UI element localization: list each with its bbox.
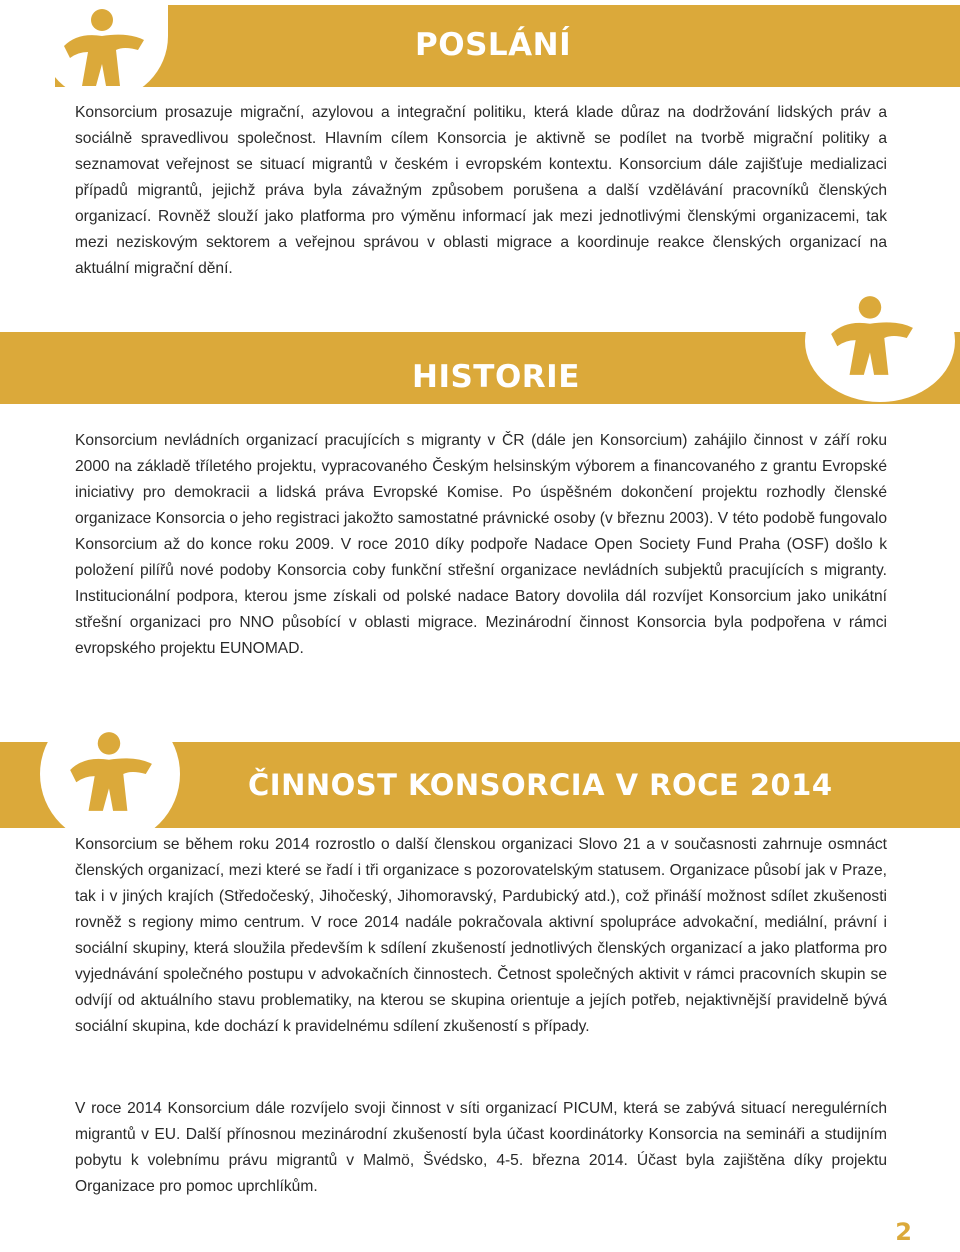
cinnost-logo <box>40 704 180 844</box>
cinnost-paragraph-1: Konsorcium se během roku 2014 rozrostlo o další členskou organizaci Slovo 21 a v současnosti zahrnuje osmnáct členských organizací, mezi které se řadí i tři organizace s pozorovatelským statusem. Organizace působí jak v Praze, tak i v jiných krajích (Středočeský, Jihočeský, Jihomoravský, Pardubický atd.), což přináší možnost sdílet zkušenosti rovněž s regiony mimo centrum. V roce 2014 nadále pokračovala aktivní spolupráce advokační, mediální, právní i sociální skupiny, která sloužila především k sdílení zkušeností jednotlivých členských organizací a jako platforma pro vyjednávání společného postupu v advokačních činnostech. Četnost společných aktivit v rámci pracovních skupin se odvíjí od aktuálního stavu problematiky, na kterou se skupina orientuje a jejích potřeb, nejaktivnější pravidelně bývá sociální skupina, kde dochází k pravidelnému sdílení zkušeností s případy. <box>75 836 887 1035</box>
historie-title: HISTORIE <box>412 359 580 395</box>
historie-paragraph: Konsorcium nevládních organizací pracujících s migranty v ČR (dále jen Konsorcium) zahájilo činnost v září roku 2000 na základě tříletého projektu, vypracovaného Českým helsinským výborem a financovaného z grantu Evropské iniciativy pro demokracii a lidská práva Evropské Komise. Po úspěšném dokončení projektu rozhodly členské organizace Konsorcia o jeho registraci jakožto samostatné právnické osoby (v březnu 2003). V této podobě fungovalo Konsorcium až do konce roku 2009. V roce 2010 díky podpoře Nadace Open Society Fund Praha (OSF) došlo k položení pilířů nové podoby Konsorcia coby funkční střešní organizace nevládních subjektů pracujících s migranty. Institucionální podpora, kterou jsme získali od polské nadace Batory dovolila dál rozvíjet Konsorcium jako unikátní střešní organizaci pro NNO působící v oblasti migrace. Mezinárodní činnost Konsorcia byla podpořena v rámci evropského projektu EUNOMAD. <box>75 432 887 657</box>
person-logo-icon <box>58 6 148 90</box>
person-logo-icon <box>64 726 156 818</box>
poslani-title: POSLÁNÍ <box>415 27 572 63</box>
historie-logo <box>805 280 955 402</box>
page-number: 2 <box>895 1218 912 1246</box>
poslani-header-band <box>55 5 960 87</box>
cinnost-paragraph-2: V roce 2014 Konsorcium dále rozvíjelo svoji činnost v síti organizací PICUM, která se zabývá situací neregulérních migrantů v EU. Další přínosnou mezinárodní zkušeností byla účast koordinátorky Konsorcia na semináři a studijním pobytu k volebnímu právu migrantů v Malmö, Švédsko, 4-5. března 2014. Účast byla zajištěna díky projektu Organizace pro pomoc uprchlíkům. <box>75 1100 887 1195</box>
cinnost-title: ČINNOST KONSORCIA V ROCE 2014 <box>248 768 833 802</box>
person-logo-icon <box>825 290 917 382</box>
poslani-paragraph: Konsorcium prosazuje migrační, azylovou a integrační politiku, která klade důraz na dodržování lidských práv a sociálně spravedlivou společnost. Hlavním cílem Konsorcia je aktivně se podílet na tvorbě migrační politiky a seznamovat veřejnost se situací migrantů v českém i evropském kontextu. Konsorcium dále zajišťuje medializaci případů migrantů, jejichž práva byla závažným způsobem porušena a další vzdělávání pracovníků členských organizací. Rovněž slouží jako platforma pro výměnu informací jak mezi jednotlivými členskými organizacemi, tak mezi neziskovým sektorem a veřejnou správou v oblasti migrace a koordinuje reakce členských organizací na aktuální migrační dění. <box>75 104 887 277</box>
